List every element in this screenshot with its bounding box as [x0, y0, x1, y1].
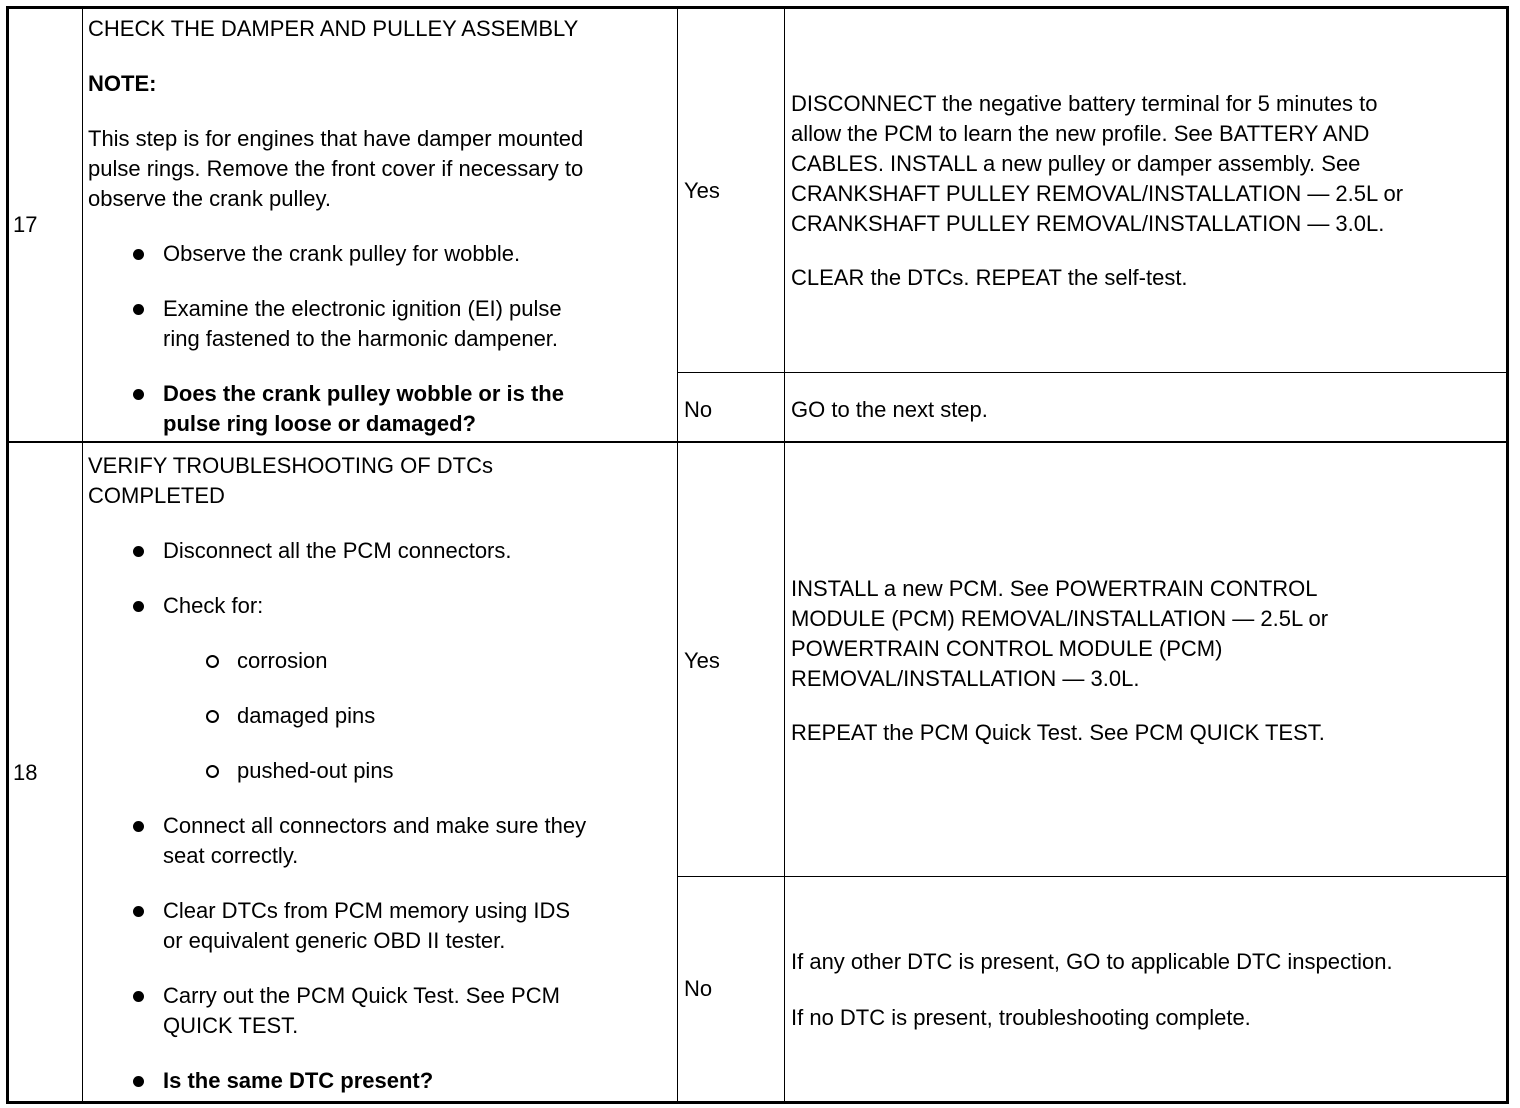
bullet-text: or equivalent generic OBD II tester. — [163, 928, 506, 953]
yes-action-extra: CLEAR the DTCs. REPEAT the self-test. — [791, 265, 1188, 290]
column-divider-step — [82, 6, 83, 1104]
step-number: 17 — [13, 212, 38, 237]
no-action-line: If no DTC is present, troubleshooting complete. — [791, 1005, 1251, 1030]
bullet-icon — [133, 249, 144, 260]
row-divider — [6, 441, 1509, 443]
sub-bullet-icon — [206, 710, 219, 723]
yes-label: Yes — [684, 648, 720, 673]
yes-action-line: CRANKSHAFT PULLEY REMOVAL/INSTALLATION — 2.5L or — [791, 181, 1404, 206]
note-line: This step is for engines that have damper mounted — [88, 126, 584, 151]
yes-action-line: INSTALL a new PCM. See POWERTRAIN CONTROL — [791, 576, 1318, 601]
bullet-icon — [133, 546, 144, 557]
yes-label: Yes — [684, 178, 720, 203]
bullet-question: Is the same DTC present? — [163, 1068, 434, 1093]
no-action-line: If any other DTC is present, GO to applicable DTC inspection. — [791, 949, 1393, 974]
bullet-text: Check for: — [163, 593, 264, 618]
bullet-text: Clear DTCs from PCM memory using IDS — [163, 898, 571, 923]
bullet-icon — [133, 821, 144, 832]
bullet-text: Carry out the PCM Quick Test. See PCM — [163, 983, 560, 1008]
step-title: COMPLETED — [88, 483, 225, 508]
note-label: NOTE: — [88, 71, 157, 96]
bullet-text: Observe the crank pulley for wobble. — [163, 241, 521, 266]
no-label: No — [684, 397, 713, 422]
step-title: VERIFY TROUBLESHOOTING OF DTCs — [88, 453, 494, 478]
bullet-question: pulse ring loose or damaged? — [163, 411, 476, 436]
bullet-text: Examine the electronic ignition (EI) pulse — [163, 296, 562, 321]
no-action: GO to the next step. — [791, 397, 988, 422]
bullet-text: ring fastened to the harmonic dampener. — [163, 326, 559, 351]
sub-bullet-text: damaged pins — [237, 703, 376, 728]
yes-action-line: POWERTRAIN CONTROL MODULE (PCM) — [791, 636, 1223, 661]
yes-action-extra: REPEAT the PCM Quick Test. See PCM QUICK TEST. — [791, 720, 1325, 745]
yes-action-line: allow the PCM to learn the new profile. See BATTERY AND — [791, 121, 1370, 146]
bullet-icon — [133, 304, 144, 315]
column-divider-action — [677, 6, 678, 1104]
bullet-text: seat correctly. — [163, 843, 299, 868]
row-17-yes-no-divider — [677, 372, 1509, 373]
bullet-icon — [133, 1076, 144, 1087]
bullet-icon — [133, 906, 144, 917]
sub-bullet-icon — [206, 655, 219, 668]
row-18-yes-no-divider — [677, 876, 1509, 877]
bullet-text: QUICK TEST. — [163, 1013, 299, 1038]
sub-bullet-text: corrosion — [237, 648, 328, 673]
bullet-icon — [133, 991, 144, 1002]
yes-action-line: REMOVAL/INSTALLATION — 3.0L. — [791, 666, 1140, 691]
step-title: CHECK THE DAMPER AND PULLEY ASSEMBLY — [88, 16, 579, 41]
yes-action-line: CABLES. INSTALL a new pulley or damper assembly. See — [791, 151, 1361, 176]
bullet-question: Does the crank pulley wobble or is the — [163, 381, 564, 406]
column-divider-result — [784, 6, 785, 1104]
yes-action-line: MODULE (PCM) REMOVAL/INSTALLATION — 2.5L or — [791, 606, 1329, 631]
yes-action-line: DISCONNECT the negative battery terminal for 5 minutes to — [791, 91, 1378, 116]
bullet-icon — [133, 389, 144, 400]
yes-action-line: CRANKSHAFT PULLEY REMOVAL/INSTALLATION — 3.0L. — [791, 211, 1385, 236]
bullet-text: Connect all connectors and make sure they — [163, 813, 587, 838]
bullet-text: Disconnect all the PCM connectors. — [163, 538, 512, 563]
no-label: No — [684, 976, 713, 1001]
note-line: pulse rings. Remove the front cover if necessary to — [88, 156, 584, 181]
sub-bullet-icon — [206, 765, 219, 778]
bullet-icon — [133, 601, 144, 612]
sub-bullet-text: pushed-out pins — [237, 758, 394, 783]
step-number: 18 — [13, 760, 38, 785]
note-line: observe the crank pulley. — [88, 186, 331, 211]
